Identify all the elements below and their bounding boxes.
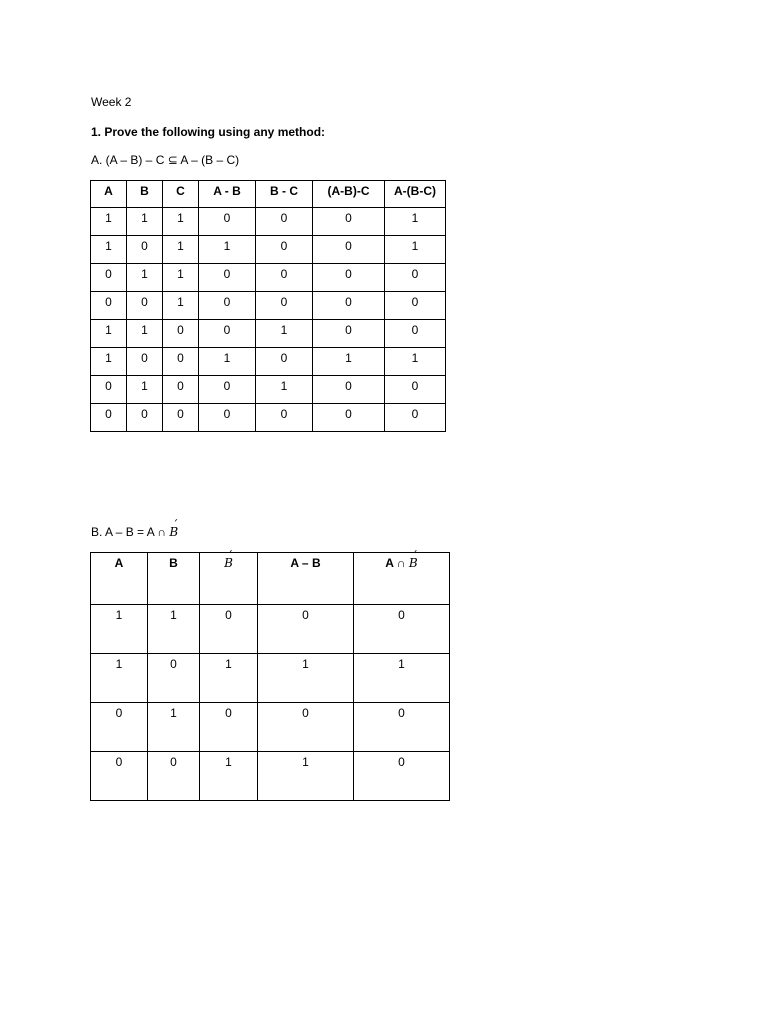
table-cell: 1 <box>91 320 127 348</box>
table-row <box>91 292 446 320</box>
table-cell: 0 <box>148 654 200 703</box>
table-cell: 0 <box>199 292 256 320</box>
header-cell: (A-B)-C <box>313 181 385 208</box>
table-cell: 0 <box>200 605 258 654</box>
table-cell: 0 <box>256 236 313 264</box>
table-cell: 0 <box>313 376 385 404</box>
table-cell: 0 <box>313 208 385 236</box>
table-cell: 1 <box>199 236 256 264</box>
table-row <box>91 752 450 801</box>
table-cell: 0 <box>313 292 385 320</box>
table-cell: 1 <box>127 376 163 404</box>
table-cell: 0 <box>91 752 148 801</box>
header-cell: A – B <box>258 553 354 605</box>
table-cell: 1 <box>258 654 354 703</box>
table-cell: 1 <box>200 654 258 703</box>
table-cell: 0 <box>385 292 446 320</box>
table-cell: 1 <box>91 208 127 236</box>
table-cell: 1 <box>163 264 199 292</box>
table-row <box>91 654 450 703</box>
table-cell: 1 <box>385 348 446 376</box>
header-cell: A <box>91 553 148 605</box>
table-cell: 1 <box>313 348 385 376</box>
b-complement-symbol: B ´ <box>169 525 178 539</box>
header-cell: B <box>127 181 163 208</box>
table-cell: 0 <box>91 703 148 752</box>
header-cell <box>354 553 450 605</box>
table-cell: 0 <box>385 320 446 348</box>
table-cell: 0 <box>148 752 200 801</box>
table-cell: 1 <box>200 752 258 801</box>
table-cell: 0 <box>313 264 385 292</box>
header-cell: A <box>91 181 127 208</box>
part-b-label-text: B. A – B = A ∩ <box>91 525 170 539</box>
table-cell: 1 <box>256 376 313 404</box>
table-row <box>91 605 450 654</box>
table-cell: 1 <box>91 654 148 703</box>
table-cell: 0 <box>91 264 127 292</box>
table-cell: 0 <box>354 752 450 801</box>
header-cell-text: A ∩ <box>385 556 409 570</box>
table-cell: 0 <box>256 292 313 320</box>
table-cell: 0 <box>385 264 446 292</box>
table-cell: 0 <box>313 320 385 348</box>
table-cell: 0 <box>91 376 127 404</box>
table-cell: 1 <box>354 654 450 703</box>
table-cell: 0 <box>313 404 385 432</box>
header-cell: A-(B-C) <box>385 181 446 208</box>
header-cell: B <box>148 553 200 605</box>
table-row <box>91 703 450 752</box>
table-cell: 0 <box>256 264 313 292</box>
table-cell: 1 <box>256 320 313 348</box>
table-cell: 1 <box>91 236 127 264</box>
table-cell: 1 <box>258 752 354 801</box>
table-cell: 0 <box>200 703 258 752</box>
table-cell: 0 <box>354 605 450 654</box>
table-header-row <box>91 181 446 208</box>
table-cell: 0 <box>385 376 446 404</box>
table-cell: 1 <box>163 236 199 264</box>
table-cell: 1 <box>385 208 446 236</box>
b-complement-symbol: B ´ <box>409 556 418 570</box>
table-cell: 0 <box>127 404 163 432</box>
table-cell: 0 <box>163 320 199 348</box>
table-cell: 0 <box>163 404 199 432</box>
table-row <box>91 236 446 264</box>
table-cell: 0 <box>91 404 127 432</box>
table-cell: 1 <box>199 348 256 376</box>
table-cell: 1 <box>163 208 199 236</box>
table-row <box>91 348 446 376</box>
header-cell: B - C <box>256 181 313 208</box>
table-cell: 0 <box>385 404 446 432</box>
table-row <box>91 320 446 348</box>
table-cell: 0 <box>258 605 354 654</box>
header-cell <box>200 553 258 605</box>
table-cell: 0 <box>199 376 256 404</box>
table-cell: 0 <box>127 348 163 376</box>
table-row <box>91 404 446 432</box>
table-cell: 1 <box>385 236 446 264</box>
table-cell: 0 <box>127 292 163 320</box>
table-cell: 0 <box>258 703 354 752</box>
page-heading: Week 2 <box>91 95 132 109</box>
table-cell: 1 <box>127 264 163 292</box>
table-cell: 1 <box>148 605 200 654</box>
part-b-label <box>91 525 178 539</box>
table-row <box>91 264 446 292</box>
table-cell: 1 <box>127 208 163 236</box>
table-row <box>91 208 446 236</box>
part-b-truth-table <box>90 552 450 801</box>
table-cell: 0 <box>313 236 385 264</box>
table-cell: 1 <box>91 605 148 654</box>
table-cell: 0 <box>354 703 450 752</box>
part-a-label: A. (A – B) – C ⊆ A – (B – C) <box>91 153 240 167</box>
table-cell: 0 <box>91 292 127 320</box>
table-cell: 1 <box>163 292 199 320</box>
header-cell: A - B <box>199 181 256 208</box>
header-cell: C <box>163 181 199 208</box>
table-cell: 0 <box>199 264 256 292</box>
table-cell: 0 <box>256 208 313 236</box>
table-cell: 0 <box>199 404 256 432</box>
table-cell: 0 <box>163 348 199 376</box>
table-cell: 0 <box>163 376 199 404</box>
b-complement-symbol: B ´ <box>224 556 233 570</box>
table-cell: 0 <box>199 320 256 348</box>
question-title: 1. Prove the following using any method: <box>91 125 326 139</box>
table-cell: 0 <box>256 404 313 432</box>
part-a-truth-table <box>90 180 446 432</box>
table-cell: 1 <box>127 320 163 348</box>
table-cell: 0 <box>256 348 313 376</box>
table-header-row <box>91 553 450 605</box>
table-cell: 1 <box>148 703 200 752</box>
table-cell: 0 <box>127 236 163 264</box>
table-cell: 0 <box>199 208 256 236</box>
table-cell: 1 <box>91 348 127 376</box>
table-row <box>91 376 446 404</box>
